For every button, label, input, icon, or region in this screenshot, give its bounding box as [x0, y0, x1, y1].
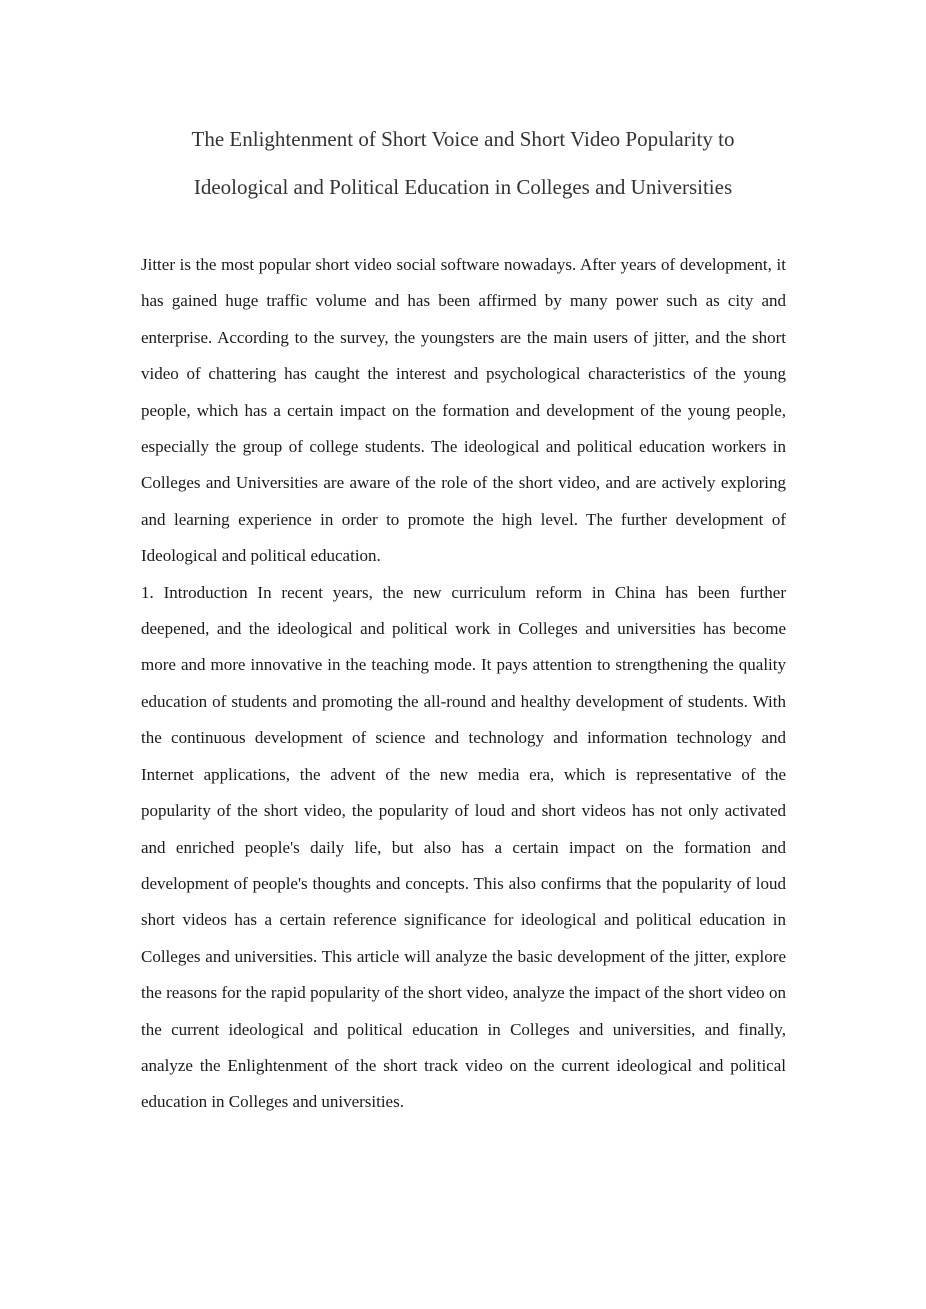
paper-body	[141, 247, 786, 1121]
abstract-paragraph: Jitter is the most popular short video social software nowadays. After years of development, it has gained huge traffic volume and has been affirmed by many power such as city and enterprise. According to the survey, the youngsters are the main users of jitter, and the short video of chattering has caught the interest and psychological characteristics of the young people, which has a certain impact on the formation and development of the young people, especially the group of college students. The ideological and political education workers in Colleges and Universities are aware of the role of the short video, and are actively exploring and learning experience in order to promote the high level. The further development of Ideological and political education.	[141, 255, 786, 566]
paper-title	[100, 115, 826, 211]
paper-title-line-2: Ideological and Political Education in Colleges and Universities	[193, 175, 733, 199]
paper-title-line-1: The Enlightenment of Short Voice and Short Video Popularity to	[191, 127, 735, 151]
introduction-paragraph: 1. Introduction In recent years, the new curriculum reform in China has been further deepened, and the ideological and political work in Colleges and universities has become more and more innovative in the teaching mode. It pays attention to strengthening the quality education of students and promoting the all-round and healthy development of students. With the continuous development of science and technology and information technology and Internet applications, the advent of the new media era, which is representative of the popularity of the short video, the popularity of loud and short videos has not only activated and enriched people's daily life, but also has a certain impact on the formation and development of people's thoughts and concepts. This also confirms that the popularity of loud short videos has a certain reference significance for ideological and political education in Colleges and universities. This article will analyze the basic development of the jitter, explore the reasons for the rapid popularity of the short video, analyze the impact of the short video on the current ideological and political education in Colleges and universities, and finally, analyze the Enlightenment of the short track video on the current ideological and political education in Colleges and universities.	[141, 582, 786, 1112]
